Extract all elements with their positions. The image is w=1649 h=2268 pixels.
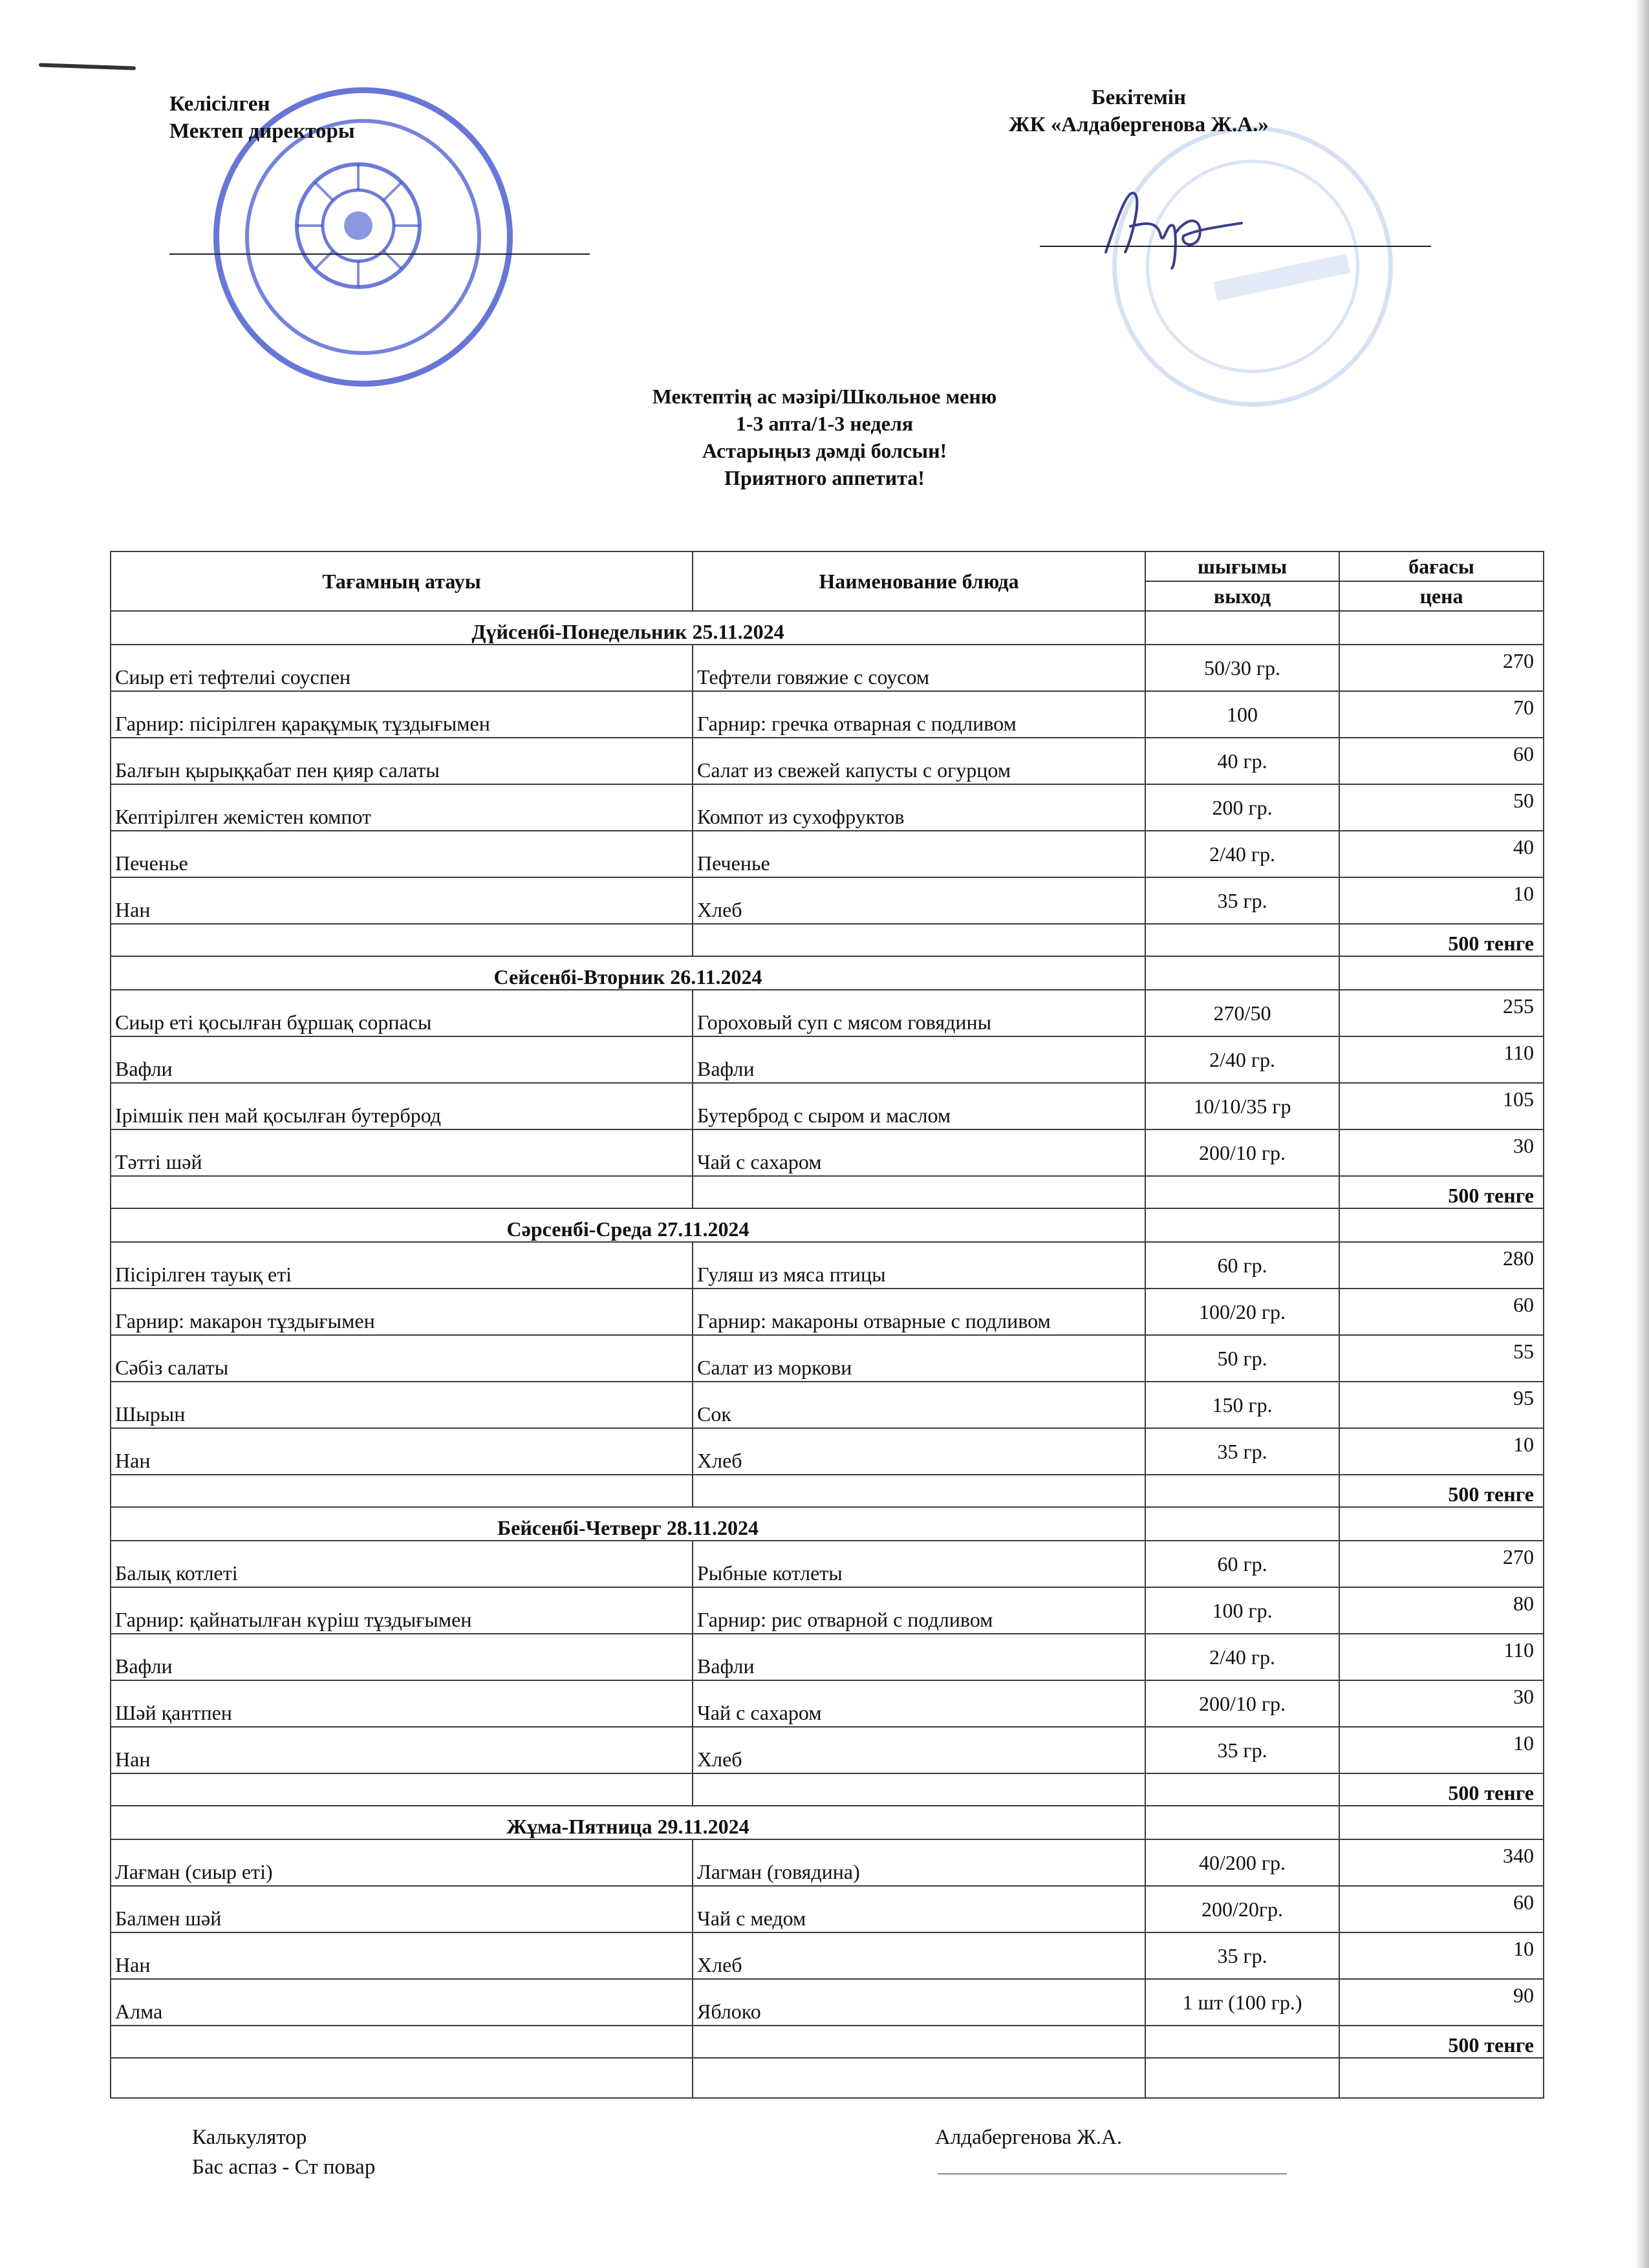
empty-cell [1145,1773,1339,1806]
table-row [111,1242,1544,1289]
day-total: 500 тенге [1339,2026,1544,2058]
dish-name-ru: Тефтели говяжие с соусом [693,645,1145,691]
table-row [111,1634,1544,1680]
dish-name-ru: Хлеб [693,1932,1145,1979]
dish-name-ru: Хлеб [693,1428,1145,1475]
table-row [111,784,1544,831]
empty-cell [693,1773,1145,1806]
dish-price: 110 [1339,1634,1544,1680]
dish-price: 280 [1339,1242,1544,1289]
dish-price: 270 [1339,645,1544,691]
dish-name-ru: Компот из сухофруктов [693,784,1145,831]
table-row [111,1036,1544,1083]
dish-price: 110 [1339,1036,1544,1083]
table-row [111,831,1544,877]
empty-cell [111,1475,693,1507]
empty-cell [1339,1806,1544,1839]
dish-name-ru: Чай с сахаром [693,1680,1145,1727]
blank-row [111,2058,1544,2098]
dish-price: 340 [1339,1839,1544,1886]
table-row [111,1932,1544,1979]
day-row [111,1507,1544,1541]
dish-name-kz: Шырын [111,1382,693,1428]
dish-yield: 60 гр. [1145,1541,1339,1587]
dish-name-kz: Сиыр еті тефтелиі соуспен [111,645,693,691]
empty-cell [693,924,1145,956]
dish-yield: 200/10 гр. [1145,1680,1339,1727]
dish-yield: 150 гр. [1145,1382,1339,1428]
day-total: 500 тенге [1339,1176,1544,1208]
dish-name-ru: Хлеб [693,1727,1145,1773]
dish-price: 95 [1339,1382,1544,1428]
dish-yield: 100 [1145,691,1339,738]
dish-name-ru: Гарнир: макароны отварные с подливом [693,1289,1145,1335]
dish-name-kz: Нан [111,1932,693,1979]
header-price-ru: цена [1339,581,1544,611]
menu-title-block [0,383,1649,491]
dish-name-kz: Гарнир: пісірілген қарақұмық тұздығымен [111,691,693,738]
dish-name-ru: Салат из моркови [693,1335,1145,1382]
chef-label: Бас аспаз - Ст повар [192,2156,376,2179]
empty-cell [1145,1475,1339,1507]
table-row [111,1335,1544,1382]
menu-body [111,611,1544,2098]
dish-yield: 35 гр. [1145,1428,1339,1475]
empty-cell [1339,1208,1544,1242]
dish-name-ru: Гуляш из мяса птицы [693,1242,1145,1289]
day-row [111,611,1544,645]
dish-name-kz: Вафли [111,1634,693,1680]
dish-name-ru: Салат из свежей капусты с огурцом [693,738,1145,784]
director-signature-line [169,253,590,255]
dish-name-kz: Пісірілген тауық еті [111,1242,693,1289]
dish-price: 40 [1339,831,1544,877]
dish-name-ru: Сок [693,1382,1145,1428]
empty-cell [111,1773,693,1806]
day-title: Бейсенбі-Четверг 28.11.2024 [111,1507,1145,1541]
dish-name-ru: Вафли [693,1634,1145,1680]
approved-block [1009,84,1269,138]
empty-cell [1145,1208,1339,1242]
approver-signature-line [1040,246,1431,247]
week-label: 1-3 апта/1-3 неделя [735,412,914,435]
table-row [111,1289,1544,1335]
scan-mark [39,63,136,70]
table-row [111,1129,1544,1176]
dish-yield: 100 гр. [1145,1587,1339,1634]
empty-cell [111,2026,693,2058]
table-row [111,691,1544,738]
table-row [111,1382,1544,1428]
greeting-kz: Астарыңыз дәмді болсын! [702,439,947,462]
dish-yield: 200/20гр. [1145,1886,1339,1932]
empty-cell [111,2058,693,2098]
state-emblem-icon [287,155,429,297]
dish-name-kz: Балғын қырыққабат пен қияр салаты [111,738,693,784]
header-dish-ru: Наименование блюда [693,551,1145,611]
dish-price: 60 [1339,1886,1544,1932]
table-row [111,1727,1544,1773]
total-row [111,1176,1544,1208]
dish-name-kz: Печенье [111,831,693,877]
empty-cell [1145,956,1339,990]
dish-name-kz: Балмен шәй [111,1886,693,1932]
empty-cell [111,924,693,956]
dish-yield: 40 гр. [1145,738,1339,784]
dish-yield: 35 гр. [1145,877,1339,924]
empty-cell [693,1176,1145,1208]
dish-name-ru: Вафли [693,1036,1145,1083]
agreed-block [169,91,355,145]
dish-yield: 60 гр. [1145,1242,1339,1289]
scan-edge-shadow [1635,0,1649,2268]
table-row [111,1428,1544,1475]
director-label: Мектеп директоры [169,120,355,143]
dish-name-ru: Печенье [693,831,1145,877]
dish-name-ru: Хлеб [693,877,1145,924]
dish-price: 90 [1339,1979,1544,2026]
dish-name-ru: Бутерброд с сыром и маслом [693,1083,1145,1129]
dish-yield: 40/200 гр. [1145,1839,1339,1886]
dish-yield: 200 гр. [1145,784,1339,831]
dish-yield: 100/20 гр. [1145,1289,1339,1335]
header-price-kz: бағасы [1339,551,1544,581]
table-row [111,1886,1544,1932]
dish-name-kz: Шәй қантпен [111,1680,693,1727]
dish-name-kz: Гарнир: қайнатылған күріш тұздығымен [111,1587,693,1634]
dish-name-kz: Алма [111,1979,693,2026]
header-yield-ru: выход [1145,581,1339,611]
table-row [111,990,1544,1036]
table-row [111,877,1544,924]
dish-name-ru: Лагман (говядина) [693,1839,1145,1886]
greeting-ru: Приятного аппетита! [724,466,925,489]
table-row [111,1587,1544,1634]
dish-yield: 270/50 [1145,990,1339,1036]
empty-cell [1339,611,1544,645]
footer-right [935,2123,1122,2152]
table-row [111,738,1544,784]
dish-price: 10 [1339,1727,1544,1773]
table-row [111,1979,1544,2026]
empty-cell [693,2058,1145,2098]
dish-price: 55 [1339,1335,1544,1382]
dish-name-kz: Нан [111,1428,693,1475]
total-row [111,1475,1544,1507]
dish-yield: 50 гр. [1145,1335,1339,1382]
dish-name-ru: Гарнир: гречка отварная с подливом [693,691,1145,738]
empty-cell [1145,2058,1339,2098]
agreed-label: Келісілген [169,92,270,116]
signature [1099,175,1248,272]
day-total: 500 тенге [1339,1475,1544,1507]
empty-cell [1145,2026,1339,2058]
header-yield-kz: шығымы [1145,551,1339,581]
empty-cell [1339,956,1544,990]
empty-cell [1145,1806,1339,1839]
dish-yield: 10/10/35 гр [1145,1083,1339,1129]
dish-price: 105 [1339,1083,1544,1129]
dish-yield: 1 шт (100 гр.) [1145,1979,1339,2026]
day-title: Сейсенбі-Вторник 26.11.2024 [111,956,1145,990]
footer-left [192,2123,375,2182]
calculator-label: Калькулятор [192,2126,307,2149]
dish-name-kz: Балық котлеті [111,1541,693,1587]
dish-name-kz: Сиыр еті қосылған бұршақ сорпасы [111,990,693,1036]
dish-price: 10 [1339,877,1544,924]
dish-price: 60 [1339,738,1544,784]
dish-yield: 50/30 гр. [1145,645,1339,691]
header-dish-kz: Тағамның атауы [111,551,693,611]
dish-name-kz: Кептірілген жемістен компот [111,784,693,831]
chef-name: Алдабергенова Ж.А. [935,2126,1123,2149]
dish-name-kz: Гарнир: макарон тұздығымен [111,1289,693,1335]
dish-name-ru: Чай с сахаром [693,1129,1145,1176]
dish-price: 255 [1339,990,1544,1036]
day-row [111,956,1544,990]
dish-price: 270 [1339,1541,1544,1587]
dish-price: 80 [1339,1587,1544,1634]
menu-table [110,551,1544,2099]
dish-name-ru: Гороховый суп с мясом говядины [693,990,1145,1036]
dish-price: 30 [1339,1680,1544,1727]
dish-name-ru: Яблоко [693,1979,1145,2026]
day-title: Дүйсенбі-Понедельник 25.11.2024 [111,611,1145,645]
table-row [111,645,1544,691]
empty-cell [1145,611,1339,645]
table-row [111,1541,1544,1587]
dish-price: 10 [1339,1428,1544,1475]
empty-cell [693,1475,1145,1507]
dish-name-kz: Сәбіз салаты [111,1335,693,1382]
menu-title: Мектептің ас мәзірі/Школьное меню [652,385,997,408]
dish-yield: 2/40 гр. [1145,1036,1339,1083]
day-title: Сәрсенбі-Среда 27.11.2024 [111,1208,1145,1242]
approved-label: Бекітемін [1091,86,1186,109]
empty-cell [693,2026,1145,2058]
dish-price: 10 [1339,1932,1544,1979]
day-title: Жұма-Пятница 29.11.2024 [111,1806,1145,1839]
table-row [111,1083,1544,1129]
dish-yield: 2/40 гр. [1145,1634,1339,1680]
empty-cell [1145,1507,1339,1541]
dish-name-kz: Тәтті шәй [111,1129,693,1176]
day-row [111,1806,1544,1839]
table-row [111,1680,1544,1727]
total-row [111,1773,1544,1806]
dish-name-ru: Рыбные котлеты [693,1541,1145,1587]
dish-name-kz: Вафли [111,1036,693,1083]
day-row [111,1208,1544,1242]
dish-yield: 200/10 гр. [1145,1129,1339,1176]
dish-name-kz: Лағман (сиыр еті) [111,1839,693,1886]
total-row [111,2026,1544,2058]
table-row [111,1839,1544,1886]
dish-name-kz: Нан [111,1727,693,1773]
dish-name-kz: Ірімшік пен май қосылған бутерброд [111,1083,693,1129]
empty-cell [111,1176,693,1208]
dish-price: 50 [1339,784,1544,831]
empty-cell [1145,924,1339,956]
dish-name-kz: Нан [111,877,693,924]
dish-yield: 35 гр. [1145,1727,1339,1773]
entrepreneur-label: ЖК «Алдабергенова Ж.А.» [1009,113,1269,136]
dish-yield: 2/40 гр. [1145,831,1339,877]
empty-cell [1339,2058,1544,2098]
dish-price: 30 [1339,1129,1544,1176]
day-total: 500 тенге [1339,924,1544,956]
dish-name-ru: Чай с медом [693,1886,1145,1932]
dish-yield: 35 гр. [1145,1932,1339,1979]
dish-name-ru: Гарнир: рис отварной с подливом [693,1587,1145,1634]
empty-cell [1339,1507,1544,1541]
total-row [111,924,1544,956]
empty-cell [1145,1176,1339,1208]
day-total: 500 тенге [1339,1773,1544,1806]
dish-price: 70 [1339,691,1544,738]
dish-price: 60 [1339,1289,1544,1335]
